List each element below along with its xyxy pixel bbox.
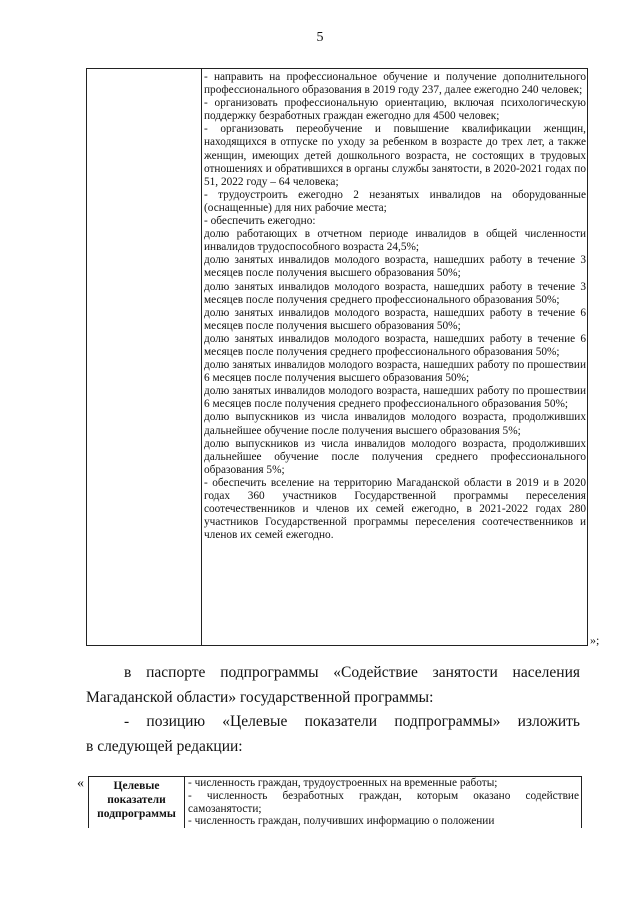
paragraph-passport-line1: в паспорте подпрограммы «Содействие занятости населения	[124, 664, 580, 681]
goal-item: долю занятых инвалидов молодого возраста, нашедших работу в течение 3 месяцев после получения высшего образования 50%;	[204, 254, 586, 280]
indicators-value-cell	[188, 777, 579, 828]
table-column-divider	[201, 69, 202, 645]
goal-item: долю занятых инвалидов молодого возраста, нашедших работу по прошествии 6 месяцев после получения среднего профессионального образования 50%;	[204, 385, 586, 411]
goal-item: долю занятых инвалидов молодого возраста, нашедших работу по прошествии 6 месяцев после получения высшего образования 50%;	[204, 359, 586, 385]
indicators-label-cell	[89, 777, 185, 828]
goal-item: долю выпускников из числа инвалидов молодого возраста, продолживших дальнейшее обучение после получения высшего образования 5%;	[204, 411, 586, 437]
goal-item: долю занятых инвалидов молодого возраста, нашедших работу в течение 3 месяцев после получения среднего профессионального образования 50%;	[204, 280, 586, 306]
goal-item: - трудоустроить ежегодно 2 незанятых инвалидов на оборудованные (оснащенные) для них рабочие места;	[204, 188, 586, 214]
goal-item: - обеспечить вселение на территорию Магаданской области в 2019 и в 2020 годах 360 участников Государственной программы переселения соотечественников и членов их семей ежегодно, в 2021-2022 годах 280 участников Государственной программы переселения соотечественников и членов их семей ежегодно.	[204, 476, 586, 542]
page-number: 5	[316, 30, 324, 45]
indicator-item: - численность граждан, получивших информацию о положении	[188, 815, 495, 828]
goal-item: - направить на профессиональное обучение и получение дополнительного профессионального образования в 2019 году 237, далее ежегодно 240 человек;	[204, 71, 586, 97]
goal-item: долю занятых инвалидов молодого возраста, нашедших работу в течение 6 месяцев после получения среднего профессионального образования 50%;	[204, 332, 586, 358]
opening-quote: «	[77, 776, 84, 791]
goal-item: долю выпускников из числа инвалидов молодого возраста, продолживших дальнейшее обучение после получения среднего профессионального образования 5%;	[204, 437, 586, 476]
goal-item: - организовать профессиональную ориентацию, включая психологическую поддержку безработных граждан ежегодно для 4500 человек;	[204, 97, 586, 123]
goal-item: - обеспечить ежегодно:	[204, 215, 316, 228]
goal-item: долю занятых инвалидов молодого возраста, нашедших работу в течение 6 месяцев после получения высшего образования 50%;	[204, 306, 586, 332]
indicators-label-line: подпрограммы	[97, 808, 176, 820]
paragraph-passport-line2: Магаданской области» государственной программы:	[86, 689, 434, 706]
indicator-item: - численность безработных граждан, которым оказано содействие самозанятости;	[188, 789, 579, 815]
closing-quote: »;	[590, 633, 600, 647]
goals-cell	[204, 71, 586, 542]
goal-item: - организовать переобучение и повышение квалификации женщин, находящихся в отпуске по уходу за ребенком в возрасте до трех лет, а также женщин, имеющих детей дошкольного возраста, не состоящих в трудовых отношениях и обратившихся в органы службы занятости, в 2020-2021 годах по 51, 2022 году – 64 человека;	[204, 123, 586, 188]
paragraph-position-line2: в следующей редакции:	[86, 738, 243, 755]
goals-table	[86, 68, 588, 646]
indicator-item: - численность граждан, трудоустроенных на временные работы;	[188, 777, 498, 789]
indicators-table	[88, 776, 582, 828]
goal-item: долю работающих в отчетном периоде инвалидов в общей численности инвалидов трудоспособного возраста 24,5%;	[204, 228, 586, 254]
indicators-label-line: показатели	[107, 794, 166, 806]
paragraph-position-line1: - позицию «Целевые показатели подпрограммы» изложить	[124, 713, 580, 730]
indicators-label-line: Целевые	[113, 780, 160, 792]
